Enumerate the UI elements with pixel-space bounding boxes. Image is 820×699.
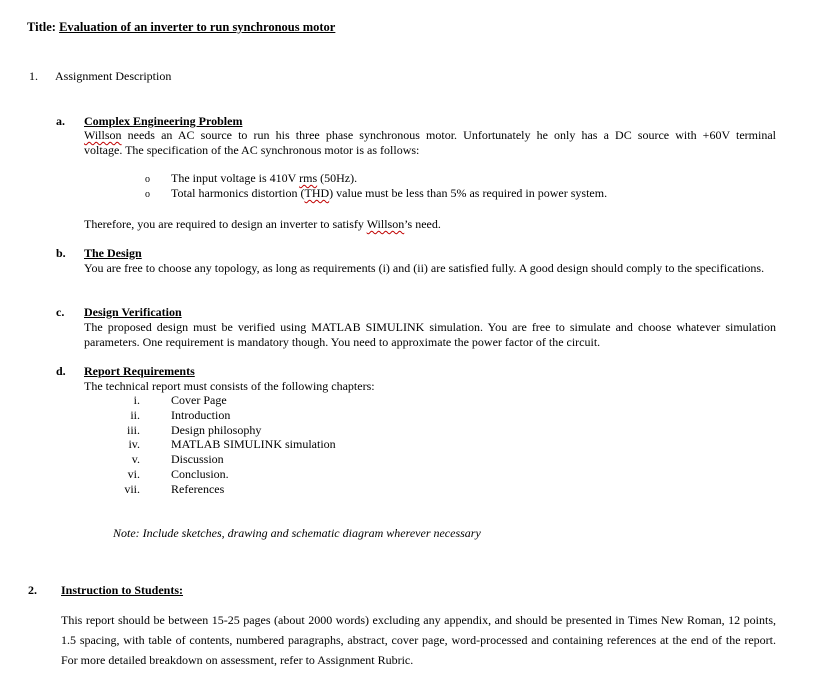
therefore-pre: Therefore, you are required to design an inverter to satisfy (84, 217, 367, 231)
chapter-num: i. (133, 393, 140, 407)
item-a-letter: a. (56, 114, 65, 128)
item-c-heading: Design Verification (84, 305, 182, 319)
note-text: Note: Include sketches, drawing and schematic diagram wherever necessary (113, 526, 481, 540)
document-title (27, 20, 335, 35)
therefore-post: ’s need. (404, 217, 441, 231)
item-b-text: You are free to choose any topology, as long as requirements (i) and (ii) are satisfied fully. A good design should comply to the specifications. (84, 261, 765, 275)
chapter-label: Conclusion. (171, 467, 229, 481)
chapter-label: Design philosophy (171, 423, 262, 437)
item-d-intro: The technical report must consists of the following chapters: (84, 379, 375, 393)
bullet-2-pre: Total harmonics distortion ( (171, 186, 305, 200)
chapter-num: iv. (128, 437, 140, 451)
chapter-label: Discussion (171, 452, 224, 466)
bullet-2-squig: THD (304, 186, 330, 200)
chapter-label: Cover Page (171, 393, 227, 407)
bullet-1-squig: rms (299, 171, 318, 185)
chapter-num: v. (131, 452, 140, 466)
title-label: Title: (27, 20, 56, 34)
item-a-heading: Complex Engineering Problem (84, 114, 243, 128)
title-text: Evaluation of an inverter to run synchronous motor (59, 20, 336, 34)
item-a-line1-rest: needs an AC source to run his three phase synchronous motor. Unfortunately he only has a DC source with +60V terminal (127, 128, 776, 142)
chapter-num: iii. (126, 423, 140, 437)
item-d-heading: Report Requirements (84, 364, 195, 378)
item-d-letter: d. (56, 364, 66, 378)
item-b-heading: The Design (84, 246, 142, 260)
bullet-1-post: (50Hz). (317, 171, 358, 185)
section-1-number: 1. (29, 69, 38, 83)
item-c-text: The proposed design must be verified using MATLAB SIMULINK simulation. You are free to simulate and choose whatever simulation parameters. One requirement is mandatory though. You need to approximate the power factor of the circuit. (84, 320, 776, 349)
therefore-squig: Willson (366, 217, 405, 231)
section-2-text: This report should be between 15-25 pages (about 2000 words) excluding any appendix, and should be presented in Times New Roman, 12 points, 1.5 spacing, with table of contents, numbered paragraphs, abstract, cover page, word-processed and containing references at the end of the report. For more detailed breakdown on assessment, refer to Assignment Rubric. (61, 613, 776, 667)
item-b-letter: b. (56, 246, 66, 260)
chapter-label: Introduction (171, 408, 231, 422)
bullet-2-glyph: o (145, 189, 150, 200)
bullet-1-glyph: o (145, 174, 150, 185)
willson-word: Willson (84, 128, 122, 142)
section-1-heading: Assignment Description (55, 69, 172, 83)
section-2-number: 2. (28, 583, 37, 597)
item-a-therefore (84, 217, 441, 232)
chapter-num: ii. (130, 408, 140, 422)
item-c-letter: c. (56, 305, 65, 319)
bullet-2-text (171, 186, 607, 201)
chapter-num: vi. (127, 467, 140, 481)
section-2-heading: Instruction to Students: (61, 583, 184, 597)
item-a-line1 (84, 128, 776, 143)
chapter-num: vii. (124, 482, 140, 496)
bullet-1-text (171, 171, 357, 186)
bullet-1-pre: The input voltage is 410V (171, 171, 300, 185)
bullet-2-post: ) value must be less than 5% as required in power system. (329, 186, 608, 200)
item-a-line2: voltage. The specification of the AC synchronous motor is as follows: (84, 143, 420, 157)
chapter-label: References (171, 482, 225, 496)
chapter-label: MATLAB SIMULINK simulation (171, 437, 336, 451)
